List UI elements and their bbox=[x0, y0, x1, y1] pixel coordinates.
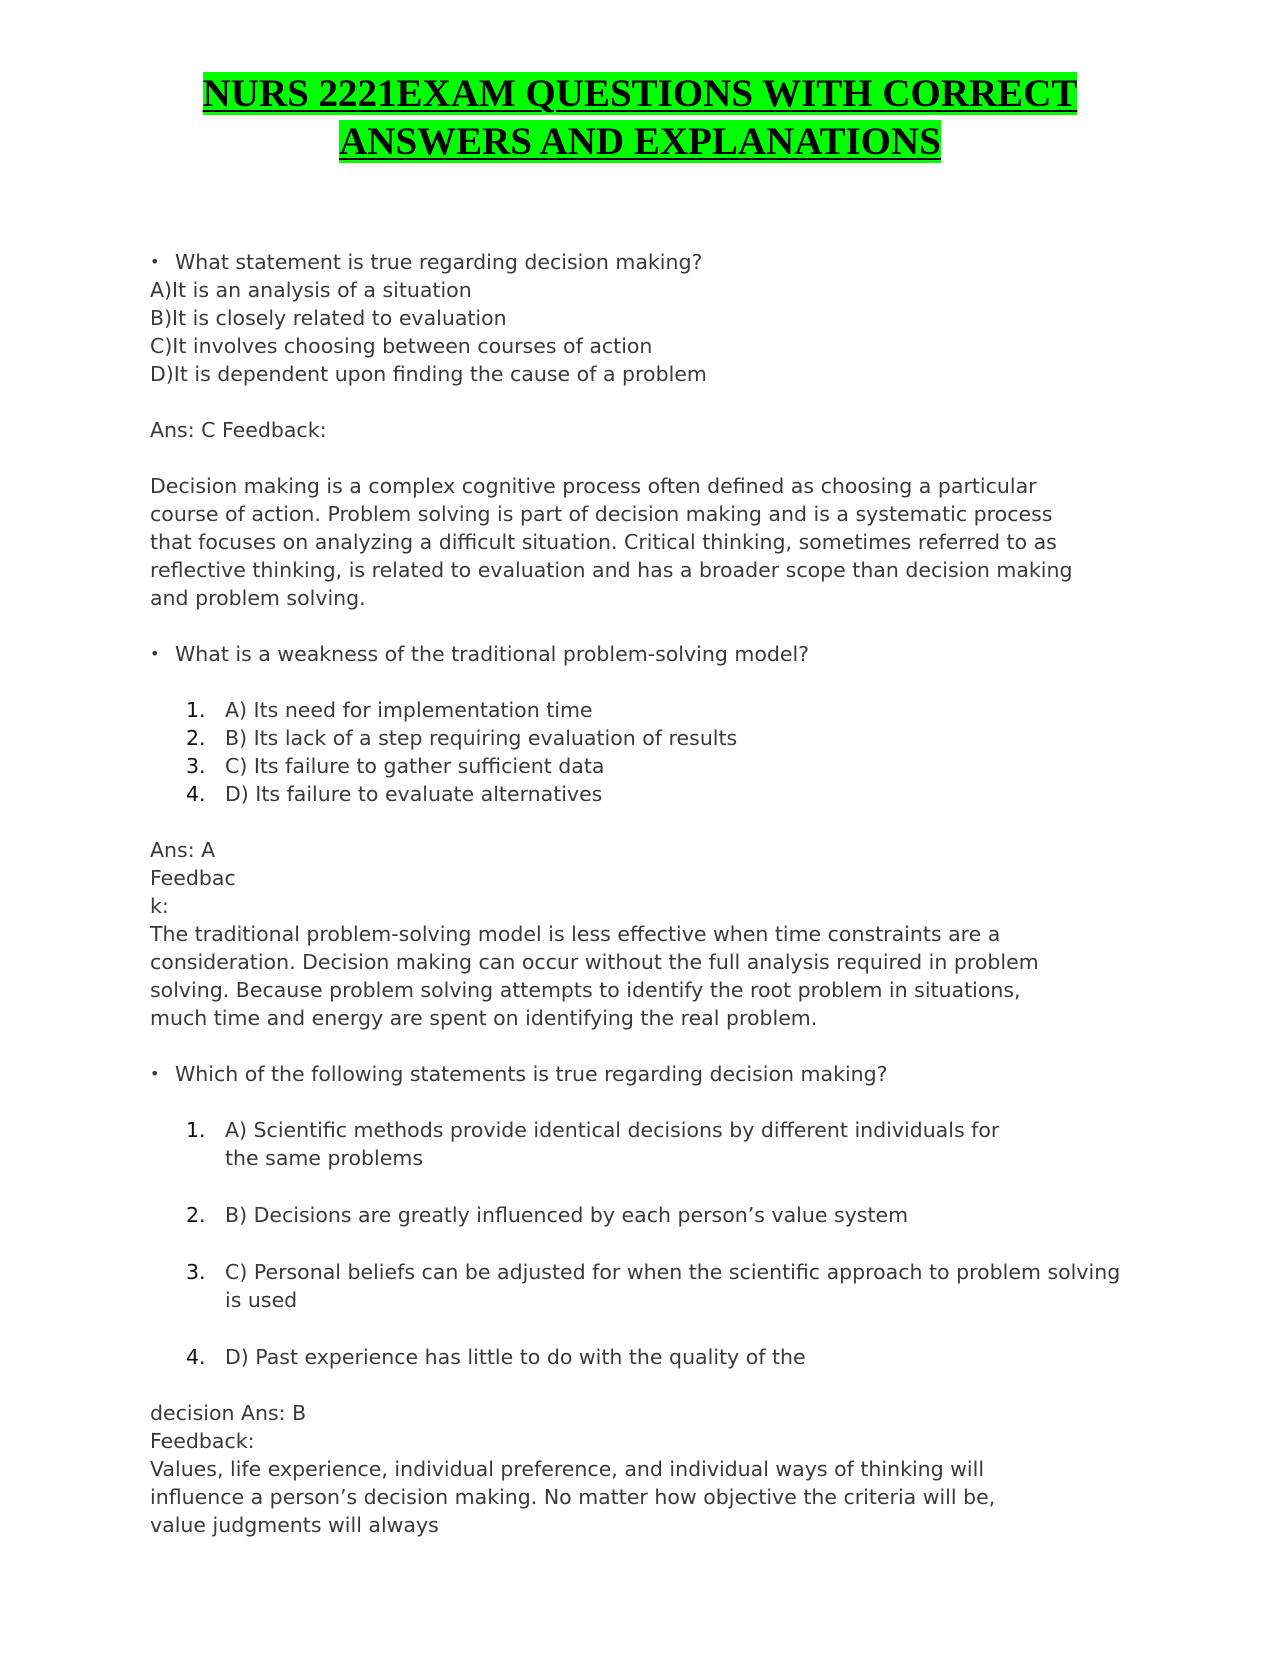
q2-answer: Ans: A bbox=[150, 838, 216, 862]
q3-option-4: 4. D) Past experience has little to do with the quality of the bbox=[186, 1345, 806, 1369]
q3-option-3: 3. C) Personal beliefs can be adjusted for when the scientific approach to problem solving is used bbox=[186, 1260, 1121, 1312]
q3-option-1: 1. A) Scientific methods provide identical decisions by different individuals for the same problems bbox=[186, 1118, 1000, 1170]
title-line-1: NURS 2221EXAM QUESTIONS WITH CORRECT bbox=[202, 72, 1078, 115]
q3-option-2: 2. B) Decisions are greatly influenced by each person’s value system bbox=[186, 1203, 909, 1227]
q2-feedback-label-1: Feedbac bbox=[150, 866, 236, 890]
q1-answer: Ans: C Feedback: bbox=[150, 418, 327, 442]
question-1-text: • What statement is true regarding decision making? bbox=[150, 248, 1130, 276]
q1-option-a: A)It is an analysis of a situation bbox=[150, 278, 472, 302]
q3-answer: decision Ans: B bbox=[150, 1401, 307, 1425]
title-line-2: ANSWERS AND EXPLANATIONS bbox=[339, 120, 941, 163]
q1-option-b: B)It is closely related to evaluation bbox=[150, 306, 507, 330]
question-2-text: • What is a weakness of the traditional problem-solving model? bbox=[150, 640, 1130, 668]
q1-feedback: Decision making is a complex cognitive process often defined as choosing a particular course of action. Problem solving is part of decision making and is a systematic process that focuses on analyzing a difficult situation. Critical thinking, sometimes referred to as reflective thinking, is related to evaluation and has a broader scope than decision making and problem solving. bbox=[150, 474, 1073, 610]
q2-feedback-label-2: k: bbox=[150, 894, 169, 918]
q1-option-c: C)It involves choosing between courses of action bbox=[150, 334, 653, 358]
question-3 bbox=[150, 1060, 1130, 1539]
question-2 bbox=[150, 640, 1130, 1032]
q2-feedback: The traditional problem-solving model is less effective when time constraints are a consideration. Decision making can occur without the full analysis required in problem solving. Because problem solving attempts to identify the root problem in situations, much time and energy are spent on identifying the real problem. bbox=[150, 922, 1039, 1030]
q2-option-1: 1. A) Its need for implementation time bbox=[186, 698, 593, 722]
q2-options bbox=[150, 696, 1130, 808]
q3-options bbox=[150, 1116, 1130, 1371]
question-1 bbox=[150, 248, 1130, 612]
question-3-text: • Which of the following statements is true regarding decision making? bbox=[150, 1060, 1130, 1088]
q3-feedback: Values, life experience, individual preference, and individual ways of thinking will influence a person’s decision making. No matter how objective the criteria will be, value judgments will always bbox=[150, 1457, 996, 1537]
q3-feedback-label: Feedback: bbox=[150, 1429, 255, 1453]
document-title bbox=[150, 70, 1130, 166]
q1-option-d: D)It is dependent upon finding the cause of a problem bbox=[150, 362, 707, 386]
q2-option-4: 4. D) Its failure to evaluate alternatives bbox=[186, 782, 603, 806]
q2-option-3: 3. C) Its failure to gather sufficient data bbox=[186, 754, 605, 778]
q2-option-2: 2. B) Its lack of a step requiring evaluation of results bbox=[186, 726, 738, 750]
document-page bbox=[150, 70, 1130, 1539]
